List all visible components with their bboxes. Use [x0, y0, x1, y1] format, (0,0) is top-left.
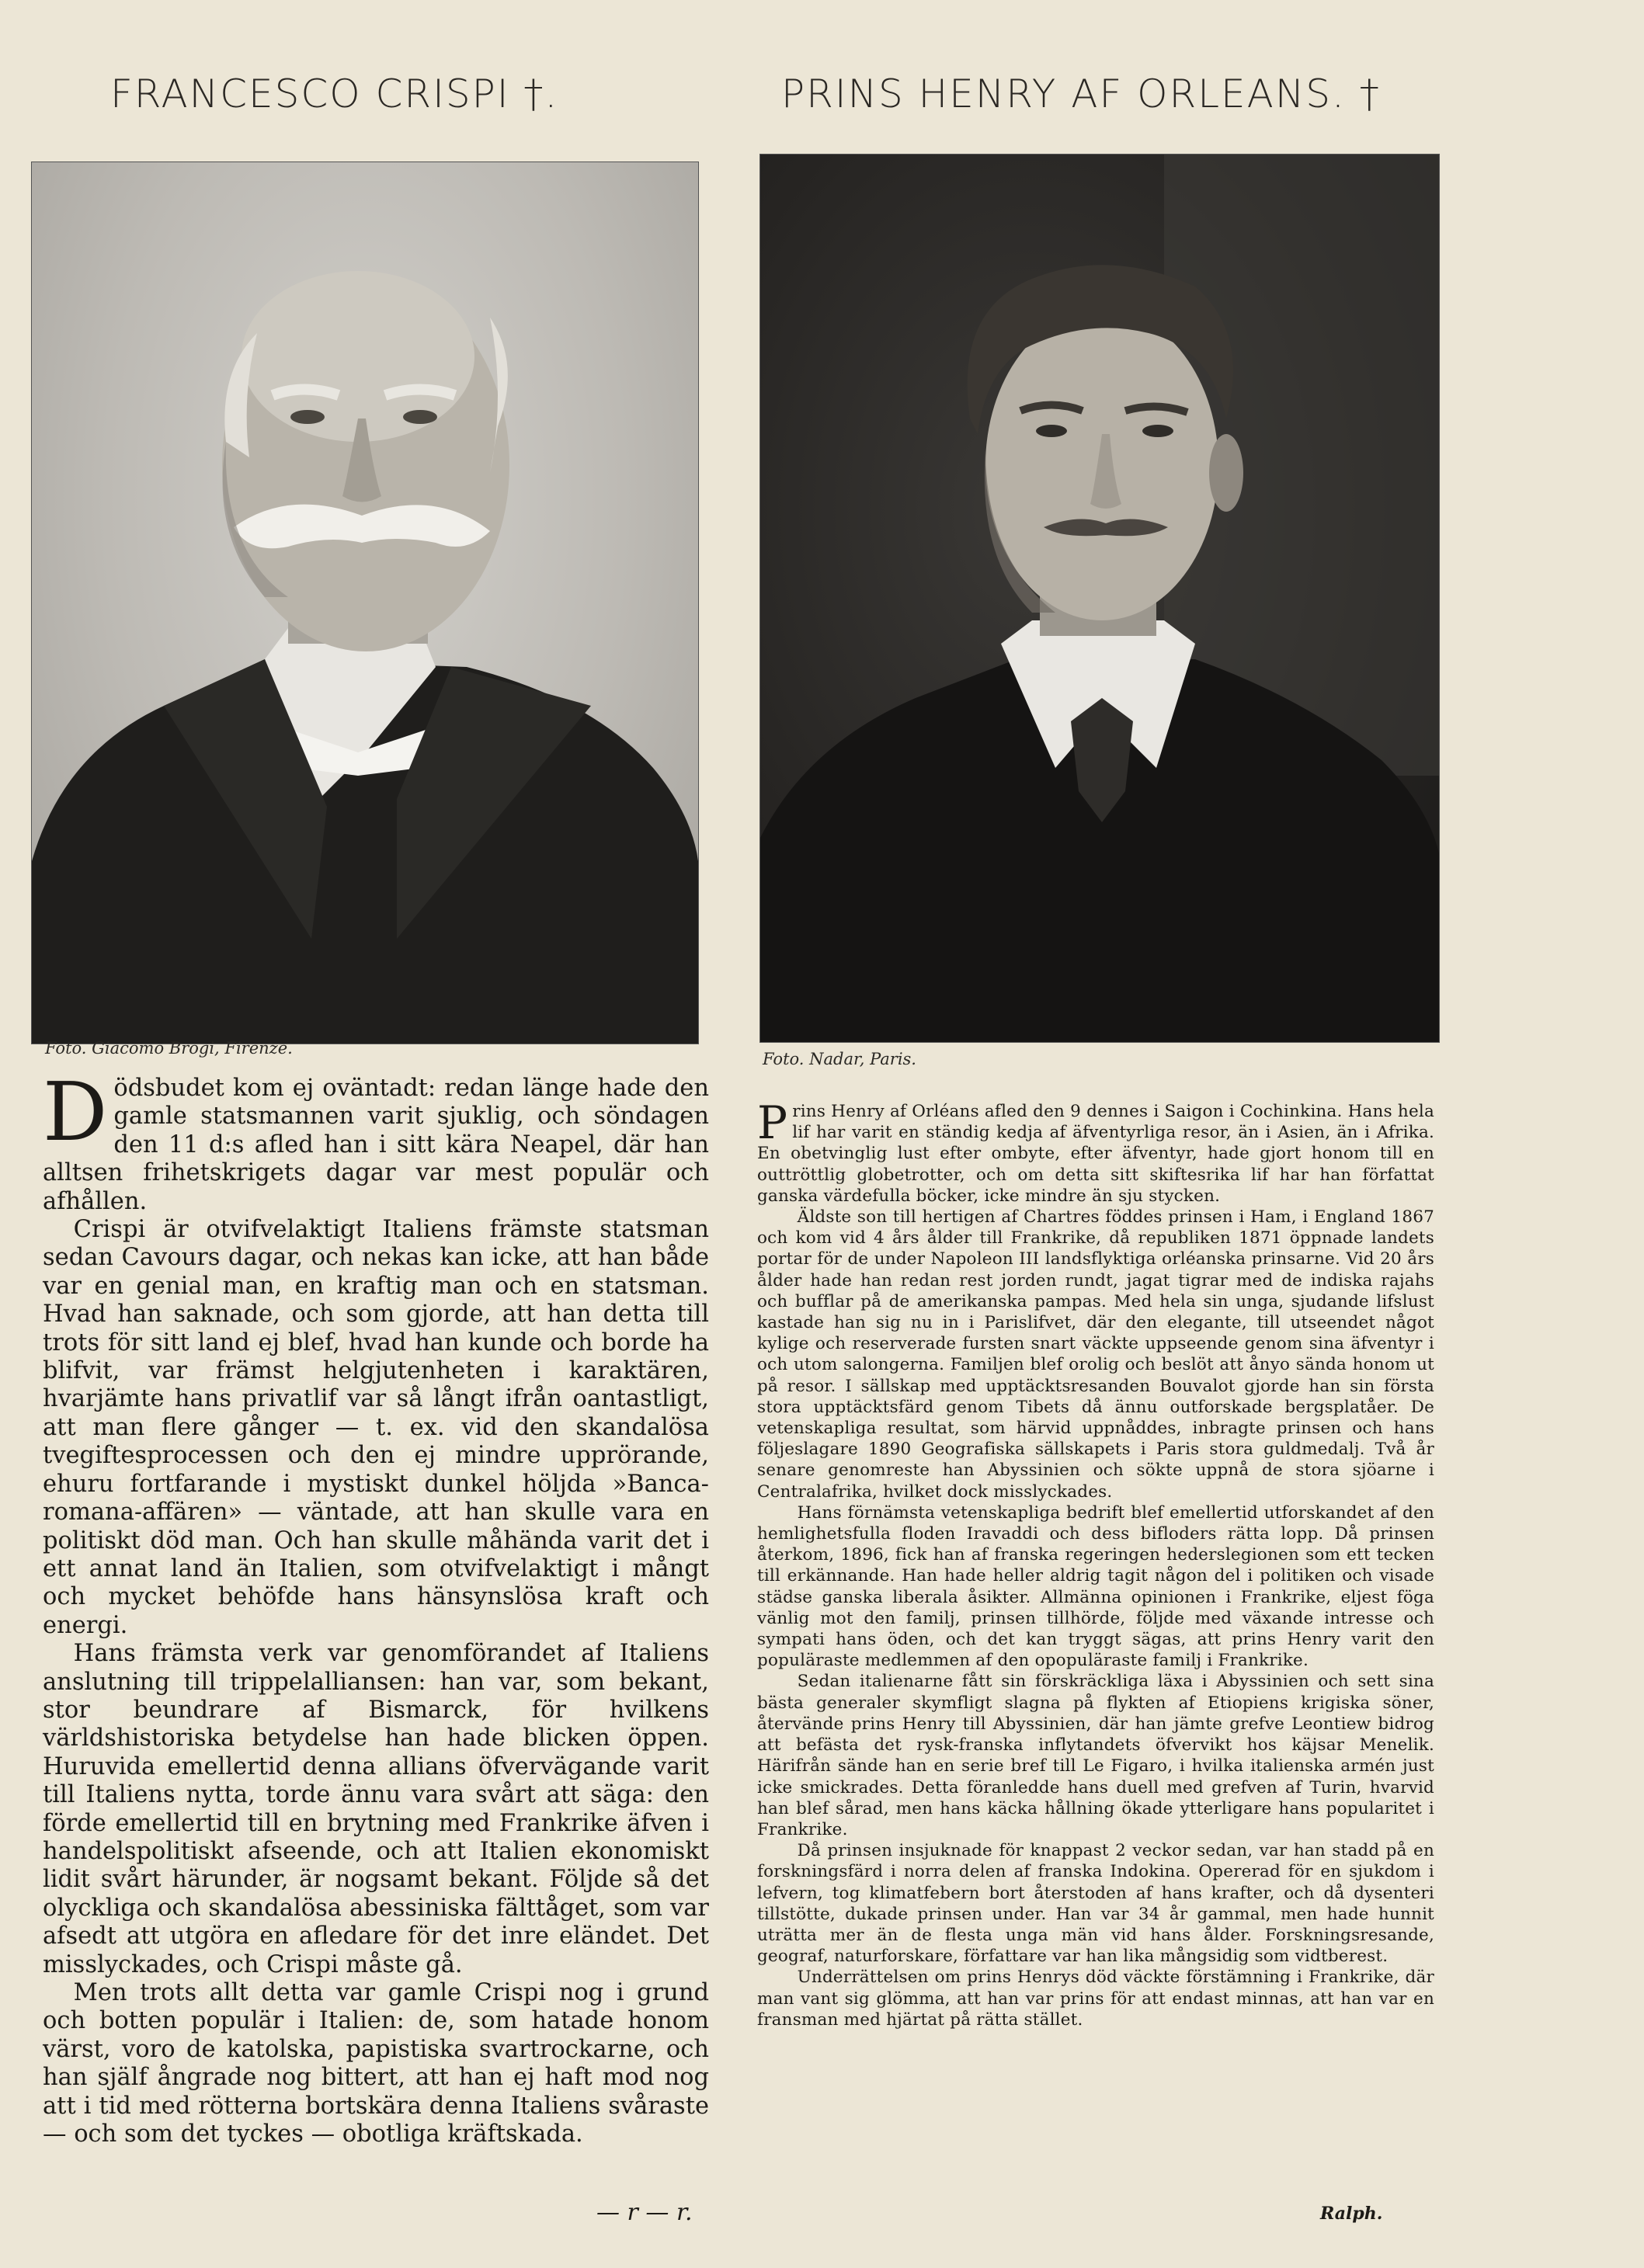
- henry-article: [757, 1096, 1434, 2030]
- crispi-portrait: [31, 162, 699, 1044]
- crispi-drop-cap: D: [43, 1065, 108, 1159]
- henry-heading: PRINS HENRY AF ORLEANS. †: [781, 71, 1381, 116]
- henry-photo-credit: Foto. Nadar, Paris.: [763, 1050, 916, 1068]
- henry-paragraph-2: Äldste son till hertigen af Chartres föddes prinsen i Ham, i England 1867 och kom vid 4 års ålder till Frankrike, då republiken 1871 öppnade landets portar för de under Napoleon III landsflyktiga orléanska prinsarne. Vid 20 års ålder hade han redan rest jorden rundt, jagat tigrar med de indiska rajahs och bufflar på de amerikanska pampas. Med hela sin unga, sjudande lifslust kastade han sig nu in i Parislifvet, där den elegante, till utseendet något kylige och reserverade fursten snart väckte uppseende genom sina äfventyr i och utom salongerna. Familjen blef orolig och beslöt att ånyo sända honom ut på resor. I sällskap med upptäcktsresanden Bouvalot gjorde han sin första stora upptäcktsfärd genom Tibets då ännu outforskade bergsplatåer. De vetenskapliga resultat, som härvid uppnåddes, inbragte prinsen och hans följeslagare 1890 Geografiska sällskapets i Paris stora guldmedalj. Två år senare genomreste han Abyssinien och sökte uppnå de stora sjöarne i Centralafrika, hvilket dock misslyckades.: [757, 1207, 1434, 1502]
- crispi-paragraph-4: Men trots allt detta var gamle Crispi nog i grund och botten populär i Italien: de, som hatade honom värst, voro de katolska, papistiska svartrockarne, och han själf ångrade nog bittert, att han ej haft mod nog att i tid med rötterna bortskära denna Italiens svåraste — och som det tyckes — obotliga kräftskada.: [43, 1979, 709, 2148]
- crispi-article: [43, 1065, 709, 2148]
- henry-paragraph-6: Underrättelsen om prins Henrys död väckte förstämning i Frankrike, där man vant sig glömma, att han var prins för att endast minnas, att han var en fransman med hjärtat på rätta stället.: [757, 1968, 1434, 2030]
- henry-paragraph-4: Sedan italienarne fått sin förskräckliga läxa i Abyssinien och sett sina bästa generaler skymfligt slagna på flykten af Etiopiens krigiska söner, återvände prins Henry till Abyssinien, där han jämte grefve Leontiew bidrog att befästa det rysk-franska inflytandets öfvervikt hos käjsar Menelik. Härifrån sände han en serie bref till Le Figaro, i hvilka italienska armén just icke smickrades. Detta föranledde hans duell med grefven af Turin, hvarvid han blef sårad, men hans käcka hållning ökade ytterligare hans popularitet i Frankrike.: [757, 1672, 1434, 1839]
- henry-signature: Ralph.: [1320, 2204, 1383, 2224]
- crispi-heading: FRANCESCO CRISPI †.: [110, 71, 559, 116]
- henry-paragraph-3: Hans förnämsta vetenskapliga bedrift blef emellertid utforskandet af den hemlighetsfulla floden Iravaddi och dess bifloders rätta lopp. Då prinsen återkom, 1896, fick han af franska regeringen hederslegionen som ett tecken till erkännande. Han hade heller aldrig tagit någon del i politiken och visade städse ganska liberala åsikter. Allmänna opinionen i Frankrike, eljest föga vänlig mot den familj, prinsen tillhörde, följde med växande intresse och sympati hans öden, och det kan tryggt sägas, att prins Henry varit den populäraste medlemmen af den opopuläraste familj i Frankrike.: [757, 1502, 1434, 1671]
- henry-paragraph-1: Prins Henry af Orléans afled den 9 dennes i Saigon i Cochinkina. Hans hela lif har varit en ständig kedja af äfventyrliga resor, än i Asien, än i Afrika. En obetvinglig lust efter ombyte, efter äfventyr, hade gjort honom till en outtröttlig globetrotter, och om detta sitt skiftesrika lif har han författat ganska värdefulla böcker, icke mindre än sju stycken.: [757, 1096, 1434, 1206]
- crispi-paragraph-3: Hans främsta verk var genomförandet af Italiens anslutning till trippelalliansen: han var, som bekant, stor beundrare af Bismarck, för hvilkens världshistoriska betydelse han hade blicken öppen. Huruvida emellertid denna allians öfvervägande varit till Italiens nytta, torde ännu vara svårt att säga: den förde emellertid till en brytning med Frankrike äfven i handelspolitiskt afseende, och att Italien ekonomiskt lidit svårt härunder, är nogsamt bekant. Följde så det olyckliga och skandalösa abessiniska fälttåget, som var afsedt att utgöra en afledare för det inre eländet. Det misslyckades, och Crispi måste gå.: [43, 1640, 709, 1978]
- crispi-paragraph-1: Dödsbudet kom ej oväntadt: redan länge hade den gamle statsmannen varit sjuklig, och söndagen den 11 d:s afled han i sitt kära Neapel, där han alltsen frihetskrigets dagar var mest populär och afhållen.: [43, 1065, 709, 1215]
- crispi-signature: — r — r.: [596, 2199, 693, 2226]
- crispi-paragraph-2: Crispi är otvifvelaktigt Italiens främste statsman sedan Cavours dagar, och nekas kan icke, att han både var en genial man, en kraftig man och en statsman. Hvad han saknade, och som gjorde, att han detta till trots för sitt land ej blef, hvad han kunde och borde ha blifvit, var främst helgjutenheten i karaktären, hvarjämte hans privatlif var så långt ifrån oantastligt, att man flere gånger — t. ex. vid den skandalösa tvegiftesprocessen och den ej mindre upprörande, ehuru fortfarande i mystiskt dunkel höljda »Banca-romana-affären» — väntade, att han skulle vara en politiskt död man. Och han skulle måhända varit det i ett annat land än Italien, som otvifvelaktigt i mångt och mycket behöfde hans hänsynslösa kraft och energi.: [43, 1216, 709, 1639]
- crispi-photo-credit: Foto. Giacomo Brogi, Firenze.: [45, 1039, 293, 1058]
- henry-portrait: [759, 154, 1440, 1043]
- henry-drop-cap: P: [757, 1096, 788, 1149]
- henry-paragraph-5: Då prinsen insjuknade för knappast 2 veckor sedan, var han stadd på en forskningsfärd i norra delen af franska Indokina. Opererad för en sjukdom i lefvern, tog klimatfebern bort återstoden af hans krafter, och då dysenteri tillstötte, dukade prinsen under. Han var 34 år gammal, men hade hunnit uträtta mer än de flesta unga män vid hans ålder. Forskningsresande, geograf, naturforskare, författare var han lika mångsidig som vidtberest.: [757, 1841, 1434, 1967]
